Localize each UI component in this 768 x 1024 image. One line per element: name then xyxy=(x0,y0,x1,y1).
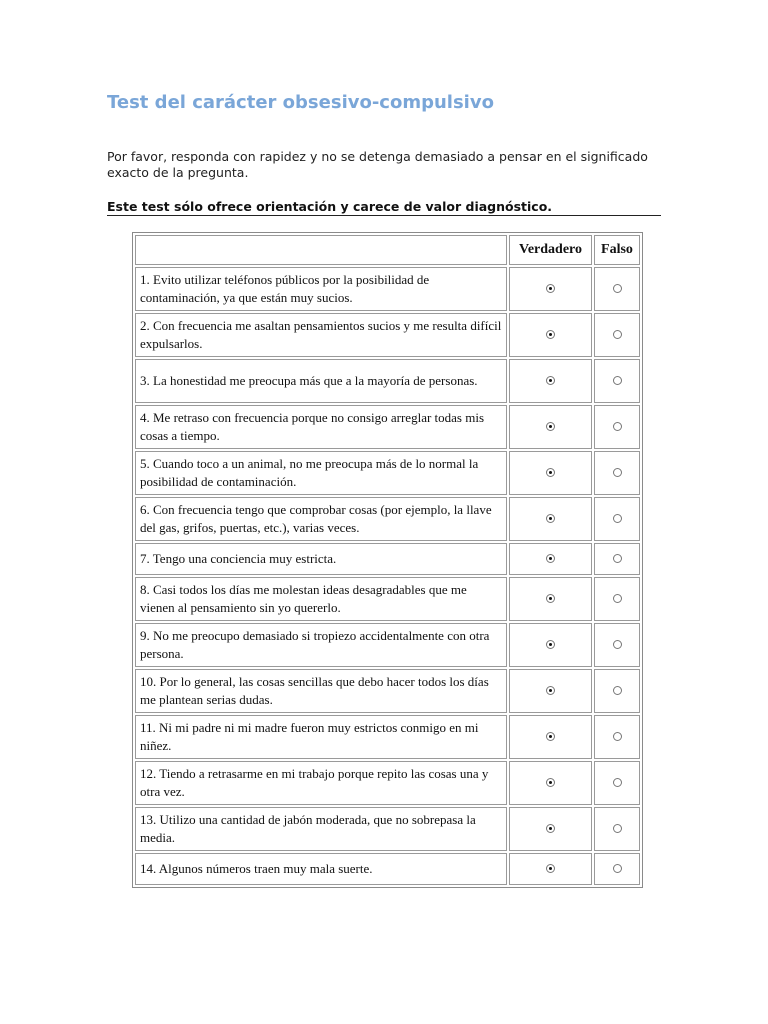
true-radio-button[interactable] xyxy=(546,330,555,339)
question-text: 5. Cuando toco a un animal, no me preocupa más de lo normal la posibilidad de contaminación. xyxy=(135,451,507,495)
false-option-cell xyxy=(594,405,640,449)
false-option-cell xyxy=(594,715,640,759)
table-row xyxy=(135,577,640,621)
question-text: 13. Utilizo una cantidad de jabón moderada, que no sobrepasa la media. xyxy=(135,807,507,851)
false-radio-button[interactable] xyxy=(613,468,622,477)
true-radio-button[interactable] xyxy=(546,778,555,787)
question-text: 10. Por lo general, las cosas sencillas que debo hacer todos los días me plantean serias dudas. xyxy=(135,669,507,713)
false-radio-button[interactable] xyxy=(613,422,622,431)
question-text: 9. No me preocupo demasiado si tropiezo accidentalmente con otra persona. xyxy=(135,623,507,667)
true-radio-button[interactable] xyxy=(546,514,555,523)
false-option-cell xyxy=(594,577,640,621)
questionnaire-table xyxy=(132,232,643,888)
question-text: 12. Tiendo a retrasarme en mi trabajo porque repito las cosas una y otra vez. xyxy=(135,761,507,805)
intro-text: Por favor, responda con rapidez y no se detenga demasiado a pensar en el significado exacto de la pregunta. xyxy=(107,149,648,180)
table-row xyxy=(135,497,640,541)
false-option-cell xyxy=(594,359,640,403)
true-option-cell xyxy=(509,715,592,759)
true-option-cell xyxy=(509,543,592,575)
question-text: 8. Casi todos los días me molestan ideas desagradables que me vienen al pensamiento sin yo quererlo. xyxy=(135,577,507,621)
false-radio-button[interactable] xyxy=(613,824,622,833)
false-radio-button[interactable] xyxy=(613,284,622,293)
true-option-cell xyxy=(509,497,592,541)
true-option-cell xyxy=(509,405,592,449)
false-option-cell xyxy=(594,807,640,851)
table-row xyxy=(135,543,640,575)
table-row xyxy=(135,669,640,713)
false-radio-button[interactable] xyxy=(613,376,622,385)
true-option-cell xyxy=(509,267,592,311)
false-radio-button[interactable] xyxy=(613,864,622,873)
true-option-cell xyxy=(509,761,592,805)
question-column-header xyxy=(135,235,507,265)
table-row xyxy=(135,807,640,851)
false-option-cell xyxy=(594,267,640,311)
true-option-cell xyxy=(509,807,592,851)
true-radio-button[interactable] xyxy=(546,284,555,293)
false-radio-button[interactable] xyxy=(613,732,622,741)
true-radio-button[interactable] xyxy=(546,554,555,563)
true-radio-button[interactable] xyxy=(546,594,555,603)
question-text: 11. Ni mi padre ni mi madre fueron muy estrictos conmigo en mi niñez. xyxy=(135,715,507,759)
disclaimer-notice: Este test sólo ofrece orientación y carece de valor diagnóstico. xyxy=(107,199,661,216)
true-column-header: Verdadero xyxy=(509,235,592,265)
false-option-cell xyxy=(594,761,640,805)
true-option-cell xyxy=(509,623,592,667)
true-radio-button[interactable] xyxy=(546,376,555,385)
question-text: 7. Tengo una conciencia muy estricta. xyxy=(135,543,507,575)
table-header-row xyxy=(135,235,640,265)
false-column-header: Falso xyxy=(594,235,640,265)
false-option-cell xyxy=(594,451,640,495)
true-radio-button[interactable] xyxy=(546,864,555,873)
table-row xyxy=(135,267,640,311)
question-text: 3. La honestidad me preocupa más que a la mayoría de personas. xyxy=(135,359,507,403)
true-radio-button[interactable] xyxy=(546,732,555,741)
false-radio-button[interactable] xyxy=(613,640,622,649)
question-text: 1. Evito utilizar teléfonos públicos por la posibilidad de contaminación, ya que están muy sucios. xyxy=(135,267,507,311)
false-radio-button[interactable] xyxy=(613,686,622,695)
question-text: 14. Algunos números traen muy mala suerte. xyxy=(135,853,507,885)
true-radio-button[interactable] xyxy=(546,824,555,833)
false-radio-button[interactable] xyxy=(613,330,622,339)
false-radio-button[interactable] xyxy=(613,778,622,787)
true-option-cell xyxy=(509,577,592,621)
false-radio-button[interactable] xyxy=(613,554,622,563)
false-radio-button[interactable] xyxy=(613,594,622,603)
question-text: 2. Con frecuencia me asaltan pensamientos sucios y me resulta difícil expulsarlos. xyxy=(135,313,507,357)
page-title: Test del carácter obsesivo-compulsivo xyxy=(107,92,494,113)
table-row xyxy=(135,451,640,495)
true-radio-button[interactable] xyxy=(546,422,555,431)
table-row xyxy=(135,853,640,885)
question-text: 4. Me retraso con frecuencia porque no consigo arreglar todas mis cosas a tiempo. xyxy=(135,405,507,449)
true-radio-button[interactable] xyxy=(546,640,555,649)
table-row xyxy=(135,761,640,805)
true-radio-button[interactable] xyxy=(546,686,555,695)
true-radio-button[interactable] xyxy=(546,468,555,477)
false-option-cell xyxy=(594,853,640,885)
table-row xyxy=(135,313,640,357)
table-row xyxy=(135,623,640,667)
true-option-cell xyxy=(509,451,592,495)
true-option-cell xyxy=(509,853,592,885)
table-row xyxy=(135,715,640,759)
true-option-cell xyxy=(509,313,592,357)
false-option-cell xyxy=(594,497,640,541)
false-option-cell xyxy=(594,669,640,713)
false-option-cell xyxy=(594,623,640,667)
table-row xyxy=(135,359,640,403)
false-option-cell xyxy=(594,313,640,357)
table-row xyxy=(135,405,640,449)
false-radio-button[interactable] xyxy=(613,514,622,523)
false-option-cell xyxy=(594,543,640,575)
true-option-cell xyxy=(509,359,592,403)
question-text: 6. Con frecuencia tengo que comprobar cosas (por ejemplo, la llave del gas, grifos, puertas, etc.), varias veces. xyxy=(135,497,507,541)
true-option-cell xyxy=(509,669,592,713)
